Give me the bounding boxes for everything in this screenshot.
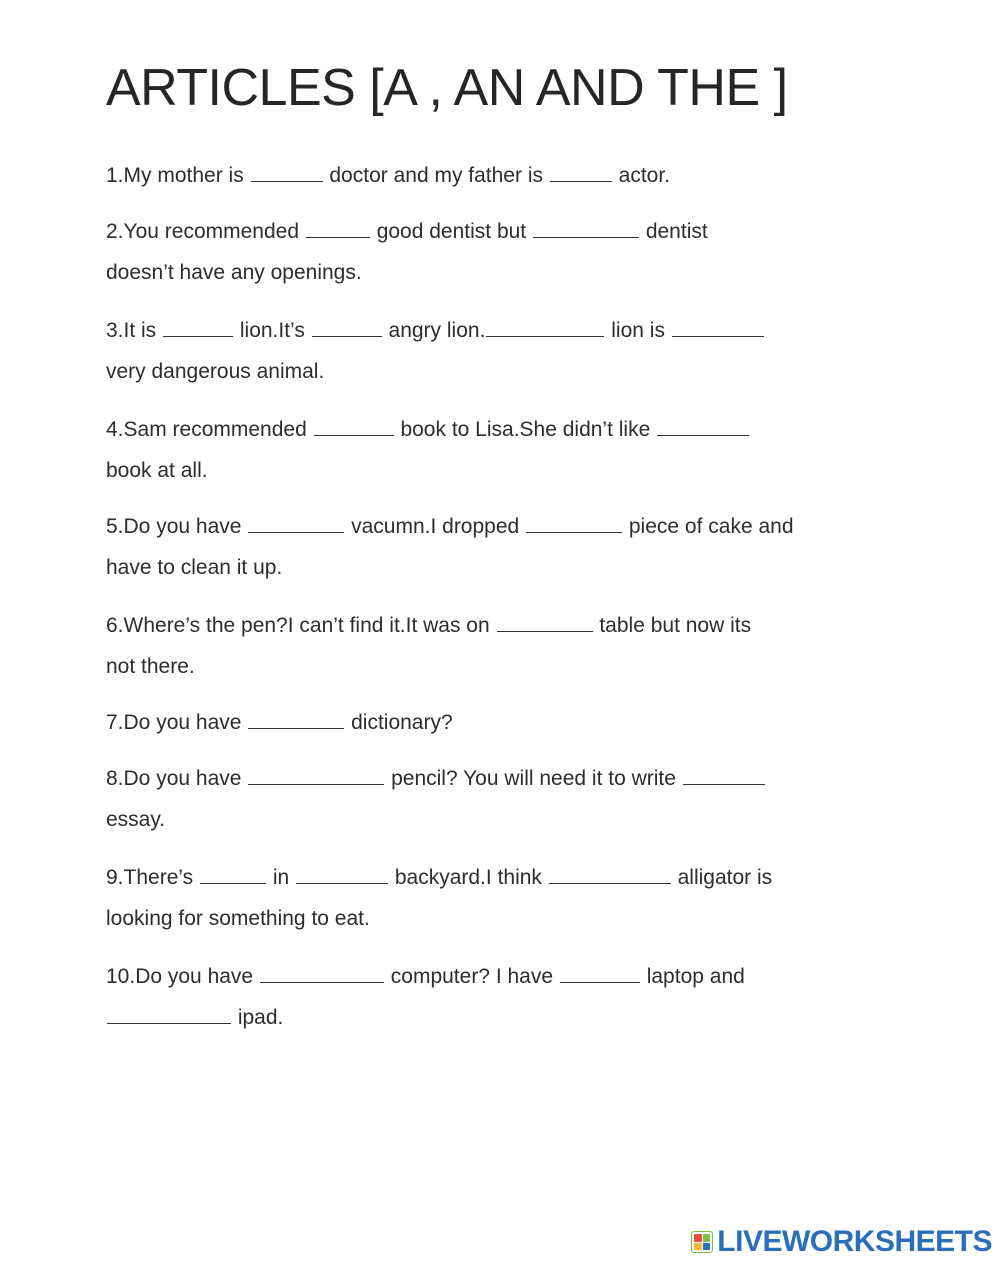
answer-blank[interactable] [560,981,640,983]
question-line [106,654,195,680]
question-line [106,766,766,792]
question-text: 4.Sam recommended [106,418,313,441]
question-text: book to Lisa.She didn’t like [394,418,657,441]
answer-blank[interactable] [107,1022,231,1024]
question-text: actor. [612,164,671,187]
question-line [106,514,794,540]
logo-text: LIVEWORKSHEETS [717,1225,992,1258]
question-text: 8.Do you have [106,767,248,790]
logo-badge-square [703,1243,711,1251]
answer-blank[interactable] [549,882,671,884]
question-line [106,1005,283,1031]
question-line [106,417,750,443]
question-line [106,710,453,736]
answer-blank[interactable] [296,882,388,884]
question-line [106,807,165,833]
question-text: table but now its [593,614,752,637]
answer-blank[interactable] [314,434,394,436]
question-text: pencil? You will need it to write [385,767,682,790]
answer-blank[interactable] [248,783,384,785]
answer-blank[interactable] [248,531,344,533]
question-line [106,318,765,344]
question-line [106,964,745,990]
question-text: vacumn.I dropped [345,515,526,538]
answer-blank[interactable] [163,335,233,337]
logo-badge-square [694,1243,702,1251]
question-text: looking for something to eat. [106,907,370,930]
question-text: dentist [639,220,708,243]
question-text: very dangerous animal. [106,360,325,383]
question-line [106,219,708,245]
answer-blank[interactable] [312,335,382,337]
question-text: in [267,866,296,889]
answer-blank[interactable] [260,981,384,983]
answer-blank[interactable] [672,335,764,337]
question-text: lion is [605,319,671,342]
question-text: dictionary? [345,711,453,734]
liveworksheets-logo [691,1225,992,1259]
question-text: backyard.I think [389,866,548,889]
answer-blank[interactable] [497,630,593,632]
question-text: laptop and [640,965,745,988]
question-text: 7.Do you have [106,711,248,734]
answer-blank[interactable] [306,236,370,238]
question-text: have to clean it up. [106,556,283,579]
answer-blank[interactable] [533,236,639,238]
answer-blank[interactable] [486,335,604,337]
question-text: alligator is [671,866,773,889]
question-text: computer? I have [384,965,559,988]
question-line [106,163,670,189]
question-line [106,260,362,286]
question-text: doesn’t have any openings. [106,261,362,284]
question-text: ipad. [232,1006,284,1029]
question-line [106,906,370,932]
question-text: book at all. [106,459,208,482]
question-line [106,613,751,639]
question-line [106,359,324,385]
question-text: lion.It’s [234,319,311,342]
answer-blank[interactable] [657,434,749,436]
question-text: good dentist but [370,220,532,243]
answer-blank[interactable] [550,180,612,182]
question-text: 10.Do you have [106,965,259,988]
question-line [106,458,208,484]
question-text: 2.You recommended [106,220,305,243]
logo-badge-square [694,1234,702,1242]
question-text: 1.My mother is [106,164,250,187]
answer-blank[interactable] [248,727,344,729]
logo-badge-square [703,1234,711,1242]
question-text: 5.Do you have [106,515,248,538]
answer-blank[interactable] [200,882,266,884]
answer-blank[interactable] [251,180,323,182]
question-text: 6.Where’s the pen?I can’t find it.It was on [106,614,496,637]
answer-blank[interactable] [526,531,622,533]
liveworksheets-icon [691,1231,713,1253]
question-text: not there. [106,655,195,678]
question-text: piece of cake and [623,515,794,538]
question-text: doctor and my father is [323,164,549,187]
question-text: 3.It is [106,319,163,342]
question-text: 9.There’s [106,866,199,889]
answer-blank[interactable] [683,783,765,785]
question-text: angry lion. [382,319,486,342]
page-title: ARTICLES [A , AN AND THE ] [106,59,788,117]
question-line [106,555,282,581]
question-text: essay. [106,808,166,831]
question-line [106,865,772,891]
